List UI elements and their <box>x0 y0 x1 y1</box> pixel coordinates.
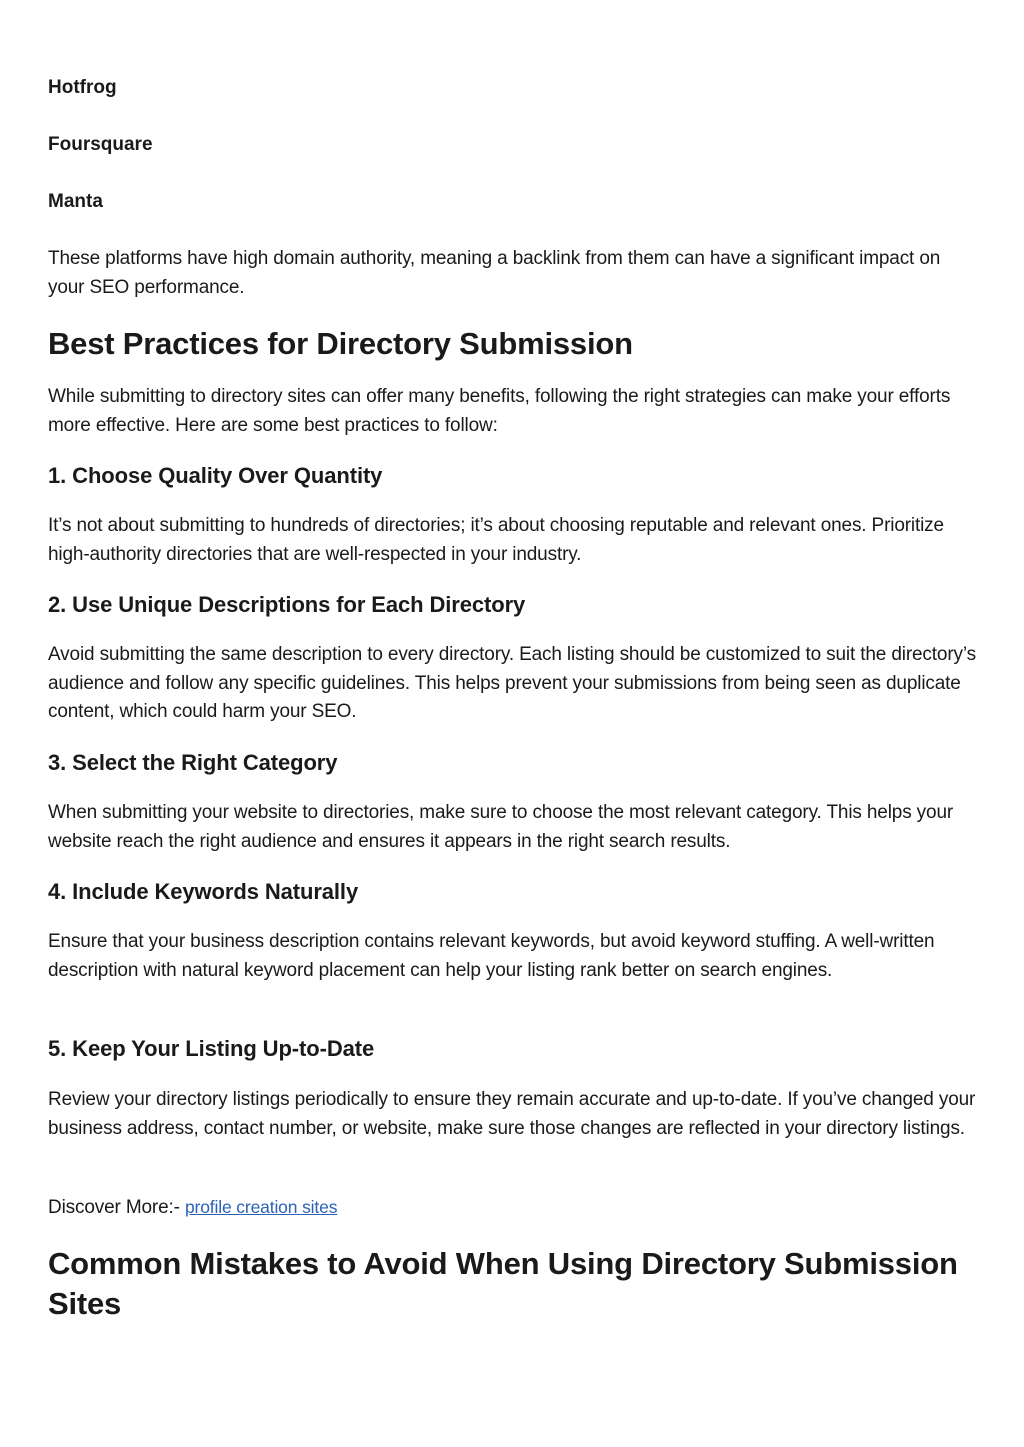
practice-body-2: Avoid submitting the same description to every directory. Each listing should be customized to suit the directory’s audience and follow any specific guidelines. This helps prevent your submissions from being seen as duplicate content, which could harm your SEO. <box>48 644 976 723</box>
best-practices-heading: Best Practices for Directory Submission <box>48 326 633 361</box>
practice-body-4: Ensure that your business description contains relevant keywords, but avoid keyword stuffing. A well-written description with natural keyword placement can help your listing rank better on search engines. <box>48 931 935 981</box>
practice-body-1: It’s not about submitting to hundreds of directories; it’s about choosing reputable and relevant ones. Prioritize high-authority directories that are well-respected in your industry. <box>48 515 944 565</box>
practice-title-4: 4. Include Keywords Naturally <box>48 879 359 904</box>
practice-title-1: 1. Choose Quality Over Quantity <box>48 463 383 488</box>
profile-creation-sites-link[interactable]: profile creation sites <box>184 1197 338 1217</box>
platform-item-hotfrog: Hotfrog <box>48 77 117 98</box>
discover-more-prefix: Discover More:- <box>48 1197 185 1218</box>
practice-body-3: When submitting your website to directories, make sure to choose the most relevant category. This helps your website reach the right audience and ensures it appears in the right search results. <box>48 802 954 852</box>
best-practices-intro: While submitting to directory sites can offer many benefits, following the right strategies can make your efforts more effective. Here are some best practices to follow: <box>48 386 951 436</box>
discover-more-line <box>48 1193 978 1223</box>
platform-item-manta: Manta <box>48 191 103 212</box>
common-mistakes-heading: Common Mistakes to Avoid When Using Directory Submission Sites <box>48 1246 958 1321</box>
practice-body-5: Review your directory listings periodically to ensure they remain accurate and up-to-date. If you’ve changed your business address, contact number, or website, make sure those changes are reflected in your directory listings. <box>48 1089 976 1139</box>
practice-title-2: 2. Use Unique Descriptions for Each Directory <box>48 592 526 617</box>
practice-title-5: 5. Keep Your Listing Up-to-Date <box>48 1036 375 1061</box>
intro-paragraph: These platforms have high domain authority, meaning a backlink from them can have a significant impact on your SEO performance. <box>48 248 941 298</box>
platform-item-foursquare: Foursquare <box>48 134 153 155</box>
practice-title-3: 3. Select the Right Category <box>48 750 338 775</box>
